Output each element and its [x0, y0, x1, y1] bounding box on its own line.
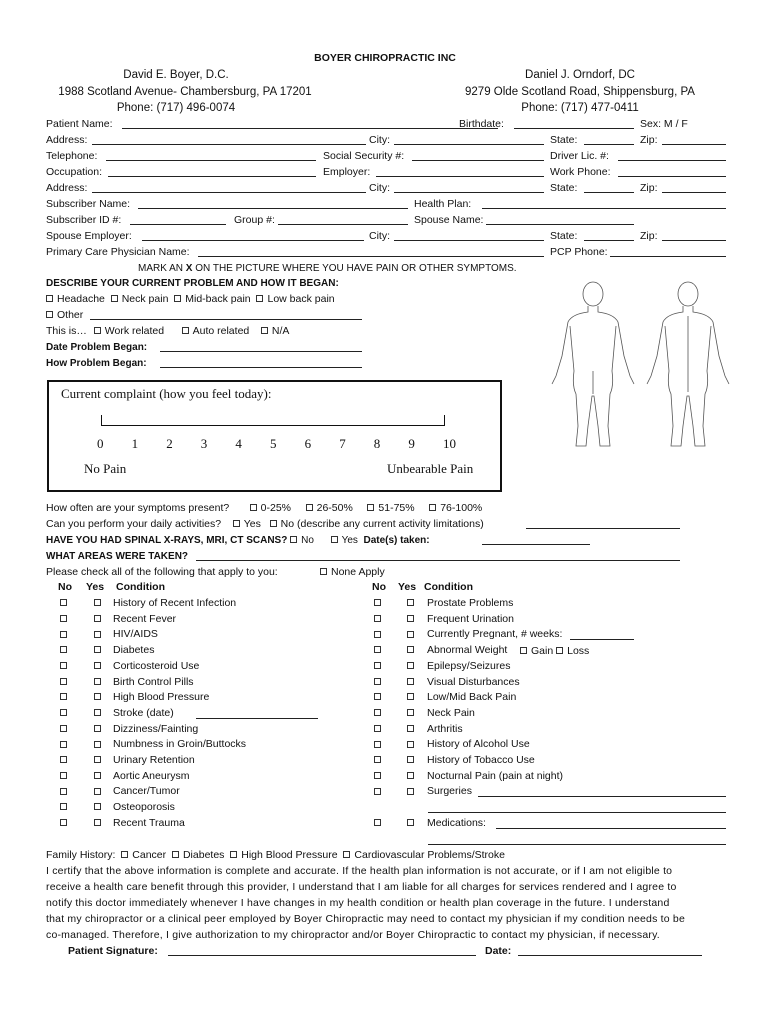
right-condition-no-checkbox[interactable]	[374, 754, 385, 767]
fh-cardio-checkbox[interactable]	[343, 851, 350, 858]
right-condition-yes-checkbox[interactable]	[407, 785, 418, 798]
right-condition-no-checkbox[interactable]	[374, 707, 385, 720]
right-condition-label: Neck Pain	[427, 706, 475, 719]
patient-name-field[interactable]	[122, 118, 498, 129]
pcp-phone-label: PCP Phone:	[550, 246, 608, 258]
left-condition-yes-checkbox[interactable]	[94, 738, 105, 751]
right-condition-label: History of Alcohol Use	[427, 738, 530, 751]
zip-label: Zip:	[640, 134, 658, 146]
signature-field[interactable]	[168, 945, 476, 956]
right-condition-no-checkbox[interactable]	[374, 628, 385, 641]
right-col-yes-header: Yes	[398, 581, 417, 593]
right-doctor-address: 9279 Olde Scotland Road, Shippensburg, PA	[465, 86, 695, 98]
complaint-title: Current complaint (how you feel today):	[61, 386, 272, 401]
zip2-label: Zip:	[640, 182, 658, 194]
left-condition-no-checkbox[interactable]	[60, 707, 71, 720]
xray-dates-label: Date(s) taken:	[363, 535, 430, 546]
certification-line-5: co-managed. Therefore, I give authorization to my chiropractor and/or Boyer Chiropractic to contact my physician, if necessary.	[46, 929, 660, 941]
zip2-field[interactable]	[662, 182, 726, 193]
employer-label: Employer:	[323, 166, 371, 178]
date-began-label: Date Problem Began:	[46, 342, 148, 353]
left-condition-yes-checkbox[interactable]	[94, 707, 105, 720]
right-condition-label: Medications:	[427, 816, 486, 829]
frequency-row: How often are your symptoms present? 0-25% 26-50% 51-75% 76-100%	[46, 502, 483, 514]
city2-label: City:	[369, 182, 390, 194]
right-condition-no-checkbox[interactable]	[374, 676, 385, 689]
city3-field[interactable]	[394, 230, 544, 241]
driver-lic-field[interactable]	[618, 150, 726, 161]
left-condition-no-checkbox[interactable]	[60, 660, 71, 673]
none-apply-option[interactable]: None Apply	[320, 566, 385, 579]
medications-field-2[interactable]	[428, 834, 726, 845]
pregnant-weeks-field[interactable]	[570, 629, 634, 640]
right-condition-label: Frequent Urination	[427, 612, 514, 625]
pain-instruction: MARK AN X ON THE PICTURE WHERE YOU HAVE PAIN OR OTHER SYMPTOMS.	[138, 263, 517, 274]
right-condition-yes-checkbox[interactable]	[407, 613, 418, 626]
right-condition-no-checkbox[interactable]	[374, 691, 385, 704]
spouse-employer-field[interactable]	[142, 230, 364, 241]
left-condition-label: Recent Trauma	[113, 816, 185, 829]
state2-label: State:	[550, 182, 578, 194]
birthdate-field[interactable]	[514, 118, 634, 129]
daily-activities-row: Can you perform your daily activities? Yes No (describe any current activity limitations)	[46, 518, 484, 530]
how-began-field[interactable]	[160, 357, 362, 368]
left-condition-label: Diabetes	[113, 644, 155, 657]
this-is-label: This is…	[46, 325, 87, 337]
right-condition-yes-checkbox[interactable]	[407, 660, 418, 673]
low-back-checkbox[interactable]	[256, 295, 263, 302]
sex-label[interactable]: Sex: M / F	[640, 118, 688, 130]
left-condition-label: HIV/AIDS	[113, 628, 158, 641]
left-condition-yes-checkbox[interactable]	[94, 691, 105, 704]
left-condition-yes-checkbox[interactable]	[94, 723, 105, 736]
medications-field[interactable]	[496, 818, 726, 829]
left-condition-label: Osteoporosis	[113, 801, 175, 814]
loss-checkbox[interactable]	[556, 647, 563, 654]
freq-0-25-checkbox[interactable]	[250, 504, 257, 511]
frequency-question: How often are your symptoms present?	[46, 502, 230, 514]
left-condition-yes-checkbox[interactable]	[94, 660, 105, 673]
right-condition-no-checkbox[interactable]	[374, 723, 385, 736]
other-option[interactable]: Other	[46, 309, 83, 322]
zip3-field[interactable]	[662, 230, 726, 241]
company-title: BOYER CHIROPRACTIC INC	[314, 52, 456, 64]
left-condition-no-checkbox[interactable]	[60, 644, 71, 657]
signature-date-label: Date:	[485, 945, 512, 957]
na-checkbox[interactable]	[261, 327, 268, 334]
right-condition-yes-checkbox[interactable]	[407, 707, 418, 720]
left-condition-no-checkbox[interactable]	[60, 628, 71, 641]
left-condition-no-checkbox[interactable]	[60, 676, 71, 689]
areas-taken-label: WHAT AREAS WERE TAKEN?	[46, 551, 189, 562]
patient-name-row	[46, 118, 726, 132]
left-condition-yes-checkbox[interactable]	[94, 754, 105, 767]
subscriber-id-field[interactable]	[130, 214, 226, 225]
headache-checkbox[interactable]	[46, 295, 53, 302]
zip-field[interactable]	[662, 134, 726, 145]
scale-number-1[interactable]: 1	[131, 436, 139, 451]
left-condition-yes-checkbox[interactable]	[94, 770, 105, 783]
left-condition-yes-checkbox[interactable]	[94, 644, 105, 657]
none-apply-checkbox[interactable]	[320, 568, 327, 575]
pain-scale-line[interactable]	[101, 415, 445, 426]
work-phone-field[interactable]	[618, 166, 726, 177]
scale-number-3[interactable]: 3	[200, 436, 208, 451]
left-condition-no-checkbox[interactable]	[60, 817, 71, 830]
daily-yes-checkbox[interactable]	[233, 520, 240, 527]
spouse-employer-label: Spouse Employer:	[46, 230, 132, 242]
state3-label: State:	[550, 230, 578, 242]
freq-26-50-checkbox[interactable]	[306, 504, 313, 511]
left-condition-yes-checkbox[interactable]	[94, 676, 105, 689]
work-related-checkbox[interactable]	[94, 327, 101, 334]
signature-label: Patient Signature:	[68, 945, 158, 957]
right-col-condition-header: Condition	[424, 581, 473, 593]
right-condition-label: Arthritis	[427, 722, 463, 735]
ssn-field[interactable]	[412, 150, 544, 161]
left-condition-yes-checkbox[interactable]	[94, 628, 105, 641]
left-condition-label: High Blood Pressure	[113, 691, 210, 704]
occupation-label: Occupation:	[46, 166, 103, 178]
right-condition-no-checkbox[interactable]	[374, 817, 385, 830]
right-condition-yes-checkbox[interactable]	[407, 691, 418, 704]
left-condition-label: Aortic Aneurysm	[113, 769, 190, 782]
family-history-row: Family History: Cancer Diabetes High Blood Pressure Cardiovascular Problems/Stroke	[46, 849, 505, 861]
how-began-label: How Problem Began:	[46, 358, 147, 369]
certification-text	[46, 865, 736, 945]
work-phone-label: Work Phone:	[550, 166, 611, 178]
driver-lic-label: Driver Lic. #:	[550, 150, 609, 162]
left-condition-no-checkbox[interactable]	[60, 738, 71, 751]
problem-heading: DESCRIBE YOUR CURRENT PROBLEM AND HOW IT BEGAN:	[46, 278, 339, 289]
subscriber-name-label: Subscriber Name:	[46, 198, 131, 210]
right-condition-no-checkbox[interactable]	[374, 785, 385, 798]
left-condition-no-checkbox[interactable]	[60, 785, 71, 798]
left-doctor-address: 1988 Scotland Avenue- Chambersburg, PA 17201	[58, 86, 312, 98]
fh-hbp-checkbox[interactable]	[230, 851, 237, 858]
left-condition-no-checkbox[interactable]	[60, 801, 71, 814]
left-condition-label: Corticosteroid Use	[113, 659, 200, 672]
telephone-label: Telephone:	[46, 150, 98, 162]
left-condition-label: Stroke (date)	[113, 706, 174, 719]
health-plan-field[interactable]	[482, 198, 726, 209]
right-condition-label: Currently Pregnant, # weeks:	[427, 628, 563, 641]
left-col-no-header: No	[58, 581, 72, 593]
check-all-label: Please check all of the following that apply to you:	[46, 566, 278, 578]
mid-back-option[interactable]: Mid-back pain	[174, 293, 250, 305]
freq-76-100-checkbox[interactable]	[429, 504, 436, 511]
right-condition-no-checkbox[interactable]	[374, 597, 385, 610]
subscriber-row	[46, 198, 726, 212]
gain-checkbox[interactable]	[520, 647, 527, 654]
left-condition-label: History of Recent Infection	[113, 597, 237, 609]
right-condition-yes-checkbox[interactable]	[407, 644, 418, 657]
this-is-row: This is… Work related Auto related N/A	[46, 325, 290, 337]
left-condition-label: Numbness in Groin/Buttocks	[113, 738, 247, 751]
left-condition-yes-checkbox[interactable]	[94, 613, 105, 626]
employer-field[interactable]	[376, 166, 544, 177]
city3-label: City:	[369, 230, 390, 242]
address2-field[interactable]	[92, 182, 366, 193]
body-diagram[interactable]	[548, 276, 738, 456]
right-condition-yes-checkbox[interactable]	[407, 676, 418, 689]
right-condition-yes-checkbox[interactable]	[407, 628, 418, 641]
areas-taken-field[interactable]	[196, 550, 680, 561]
scale-number-10[interactable]: 10	[443, 436, 456, 451]
right-condition-label: Surgeries	[427, 785, 472, 798]
right-condition-yes-checkbox[interactable]	[407, 770, 418, 783]
pcp-name-field[interactable]	[198, 246, 544, 257]
certification-line-3: notify this doctor immediately whenever I have changes in my health condition or health plan coverage in the future. I understand	[46, 897, 670, 909]
spouse-name-label: Spouse Name:	[414, 214, 484, 226]
scale-number-5[interactable]: 5	[270, 436, 277, 451]
xray-no-checkbox[interactable]	[290, 536, 297, 543]
left-condition-no-checkbox[interactable]	[60, 754, 71, 767]
state-field[interactable]	[584, 134, 634, 145]
pcp-row	[46, 246, 726, 260]
right-condition-yes-checkbox[interactable]	[407, 817, 418, 830]
scale-number-7[interactable]: 7	[339, 436, 346, 451]
surgeries-field-2[interactable]	[428, 802, 726, 813]
xray-yes-checkbox[interactable]	[331, 536, 338, 543]
front-body-figure	[552, 282, 634, 446]
right-doctor-phone: Phone: (717) 477-0411	[521, 102, 639, 114]
right-col-no-header: No	[372, 581, 386, 593]
left-col-yes-header: Yes	[86, 581, 105, 593]
left-condition-label: Dizziness/Fainting	[113, 722, 199, 735]
right-condition-no-checkbox[interactable]	[374, 660, 385, 673]
unbearable-pain-label: Unbearable Pain	[387, 461, 474, 476]
right-doctor-name: Daniel J. Orndorf, DC	[525, 69, 635, 81]
daily-no-checkbox[interactable]	[270, 520, 277, 527]
left-condition-no-checkbox[interactable]	[60, 613, 71, 626]
address-row	[46, 134, 726, 148]
xray-row: HAVE YOU HAD SPINAL X-RAYS, MRI, CT SCANS? No Yes Date(s) taken:	[46, 535, 430, 546]
scale-number-2[interactable]: 2	[166, 436, 173, 451]
health-plan-label: Health Plan:	[414, 198, 472, 210]
right-condition-yes-checkbox[interactable]	[407, 597, 418, 610]
right-condition-label: Visual Disturbances	[427, 675, 520, 688]
headache-option[interactable]: Headache	[46, 293, 105, 305]
right-condition-label: Nocturnal Pain (pain at night)	[427, 769, 563, 782]
spouse-name-field[interactable]	[486, 214, 634, 225]
right-condition-yes-checkbox[interactable]	[407, 723, 418, 736]
left-condition-label: Cancer/Tumor	[113, 785, 180, 798]
complaint-scale-box	[47, 380, 502, 492]
xray-dates-field[interactable]	[482, 534, 590, 545]
right-condition-label: Low/Mid Back Pain	[427, 691, 517, 704]
signature-date-field[interactable]	[518, 945, 702, 956]
subscriber-id-row	[46, 214, 726, 228]
group-field[interactable]	[278, 214, 408, 225]
telephone-row	[46, 150, 726, 164]
address2-row	[46, 182, 726, 196]
right-condition-no-checkbox[interactable]	[374, 644, 385, 657]
subscriber-name-field[interactable]	[138, 198, 408, 209]
scale-number-0[interactable]: 0	[97, 436, 104, 451]
certification-line-1: I certify that the above information is complete and accurate. If the health plan information is not accurate, or if I am not eligible to	[46, 865, 673, 877]
scale-number-6[interactable]: 6	[304, 436, 312, 451]
auto-related-checkbox[interactable]	[182, 327, 189, 334]
address-label: Address:	[46, 134, 88, 146]
other-checkbox[interactable]	[46, 311, 53, 318]
left-doctor-name: David E. Boyer, D.C.	[123, 69, 229, 81]
left-condition-label: Recent Fever	[113, 612, 177, 625]
left-condition-no-checkbox[interactable]	[60, 770, 71, 783]
left-doctor-phone: Phone: (717) 496-0074	[116, 102, 236, 114]
daily-question: Can you perform your daily activities?	[46, 518, 222, 530]
fh-cancer-checkbox[interactable]	[121, 851, 128, 858]
left-condition-yes-checkbox[interactable]	[94, 801, 105, 814]
left-condition-yes-checkbox[interactable]	[94, 817, 105, 830]
city-field[interactable]	[394, 134, 544, 145]
left-col-condition-header: Condition	[116, 581, 165, 593]
left-condition-label: Birth Control Pills	[113, 675, 194, 688]
back-body-figure	[647, 282, 729, 446]
left-condition-label: Urinary Retention	[113, 754, 195, 766]
scale-numbers	[49, 436, 500, 452]
scale-number-8[interactable]: 8	[373, 436, 381, 451]
address2-label: Address:	[46, 182, 88, 194]
scale-number-9[interactable]: 9	[408, 436, 415, 451]
right-condition-label: Abnormal Weight	[427, 644, 508, 657]
birthdate-label: Birthdate:	[459, 118, 504, 130]
subscriber-id-label: Subscriber ID #:	[46, 214, 122, 226]
activity-limitations-field[interactable]	[526, 518, 680, 529]
certification-line-2: receive a health care benefit through this provider, I understand that I am liable for all charges for services rendered and I agree to	[46, 881, 677, 893]
low-back-option[interactable]: Low back pain	[256, 293, 334, 305]
fh-diabetes-checkbox[interactable]	[172, 851, 179, 858]
ssn-label: Social Security #:	[323, 150, 405, 162]
left-condition-yes-checkbox[interactable]	[94, 597, 105, 610]
occupation-row	[46, 166, 726, 180]
freq-51-75-checkbox[interactable]	[367, 504, 374, 511]
pcp-phone-field[interactable]	[610, 246, 726, 257]
other-field[interactable]	[90, 309, 362, 320]
left-condition-no-checkbox[interactable]	[60, 691, 71, 704]
city-label: City:	[369, 134, 390, 146]
city2-field[interactable]	[394, 182, 544, 193]
telephone-field[interactable]	[106, 150, 316, 161]
occupation-field[interactable]	[108, 166, 316, 177]
right-condition-yes-checkbox[interactable]	[407, 738, 418, 751]
state-label: State:	[550, 134, 578, 146]
state2-field[interactable]	[584, 182, 634, 193]
weight-options: Gain Loss	[520, 645, 589, 658]
pcp-name-label: Primary Care Physician Name:	[46, 246, 190, 258]
right-condition-no-checkbox[interactable]	[374, 613, 385, 626]
certification-line-4: that my chiropractor or a clinical peer employed by Boyer Chiropractic may need to contact my physician if my condition needs to be	[46, 913, 685, 925]
left-condition-yes-checkbox[interactable]	[94, 785, 105, 798]
date-began-field[interactable]	[160, 341, 362, 352]
patient-name-label: Patient Name:	[46, 118, 113, 130]
neck-pain-checkbox[interactable]	[111, 295, 118, 302]
no-pain-label: No Pain	[84, 461, 127, 476]
neck-pain-option[interactable]: Neck pain	[111, 293, 169, 305]
right-condition-label: History of Tobacco Use	[427, 754, 535, 766]
left-condition-no-checkbox[interactable]	[60, 597, 71, 610]
right-condition-no-checkbox[interactable]	[374, 770, 385, 783]
right-condition-no-checkbox[interactable]	[374, 738, 385, 751]
address-field[interactable]	[92, 134, 366, 145]
spouse-employer-row	[46, 230, 726, 244]
family-history-label: Family History:	[46, 849, 116, 861]
left-condition-no-checkbox[interactable]	[60, 723, 71, 736]
state3-field[interactable]	[584, 230, 634, 241]
group-label: Group #:	[234, 214, 275, 226]
right-condition-label: Prostate Problems	[427, 597, 514, 609]
right-condition-label: Epilepsy/Seizures	[427, 659, 511, 672]
xray-question: HAVE YOU HAD SPINAL X-RAYS, MRI, CT SCANS?	[46, 535, 288, 546]
surgeries-field[interactable]	[478, 786, 726, 797]
scale-number-4[interactable]: 4	[235, 436, 242, 451]
mid-back-checkbox[interactable]	[174, 295, 181, 302]
problem-options	[46, 293, 335, 306]
right-condition-yes-checkbox[interactable]	[407, 754, 418, 767]
zip3-label: Zip:	[640, 230, 658, 242]
stroke-date-field[interactable]	[196, 708, 318, 719]
